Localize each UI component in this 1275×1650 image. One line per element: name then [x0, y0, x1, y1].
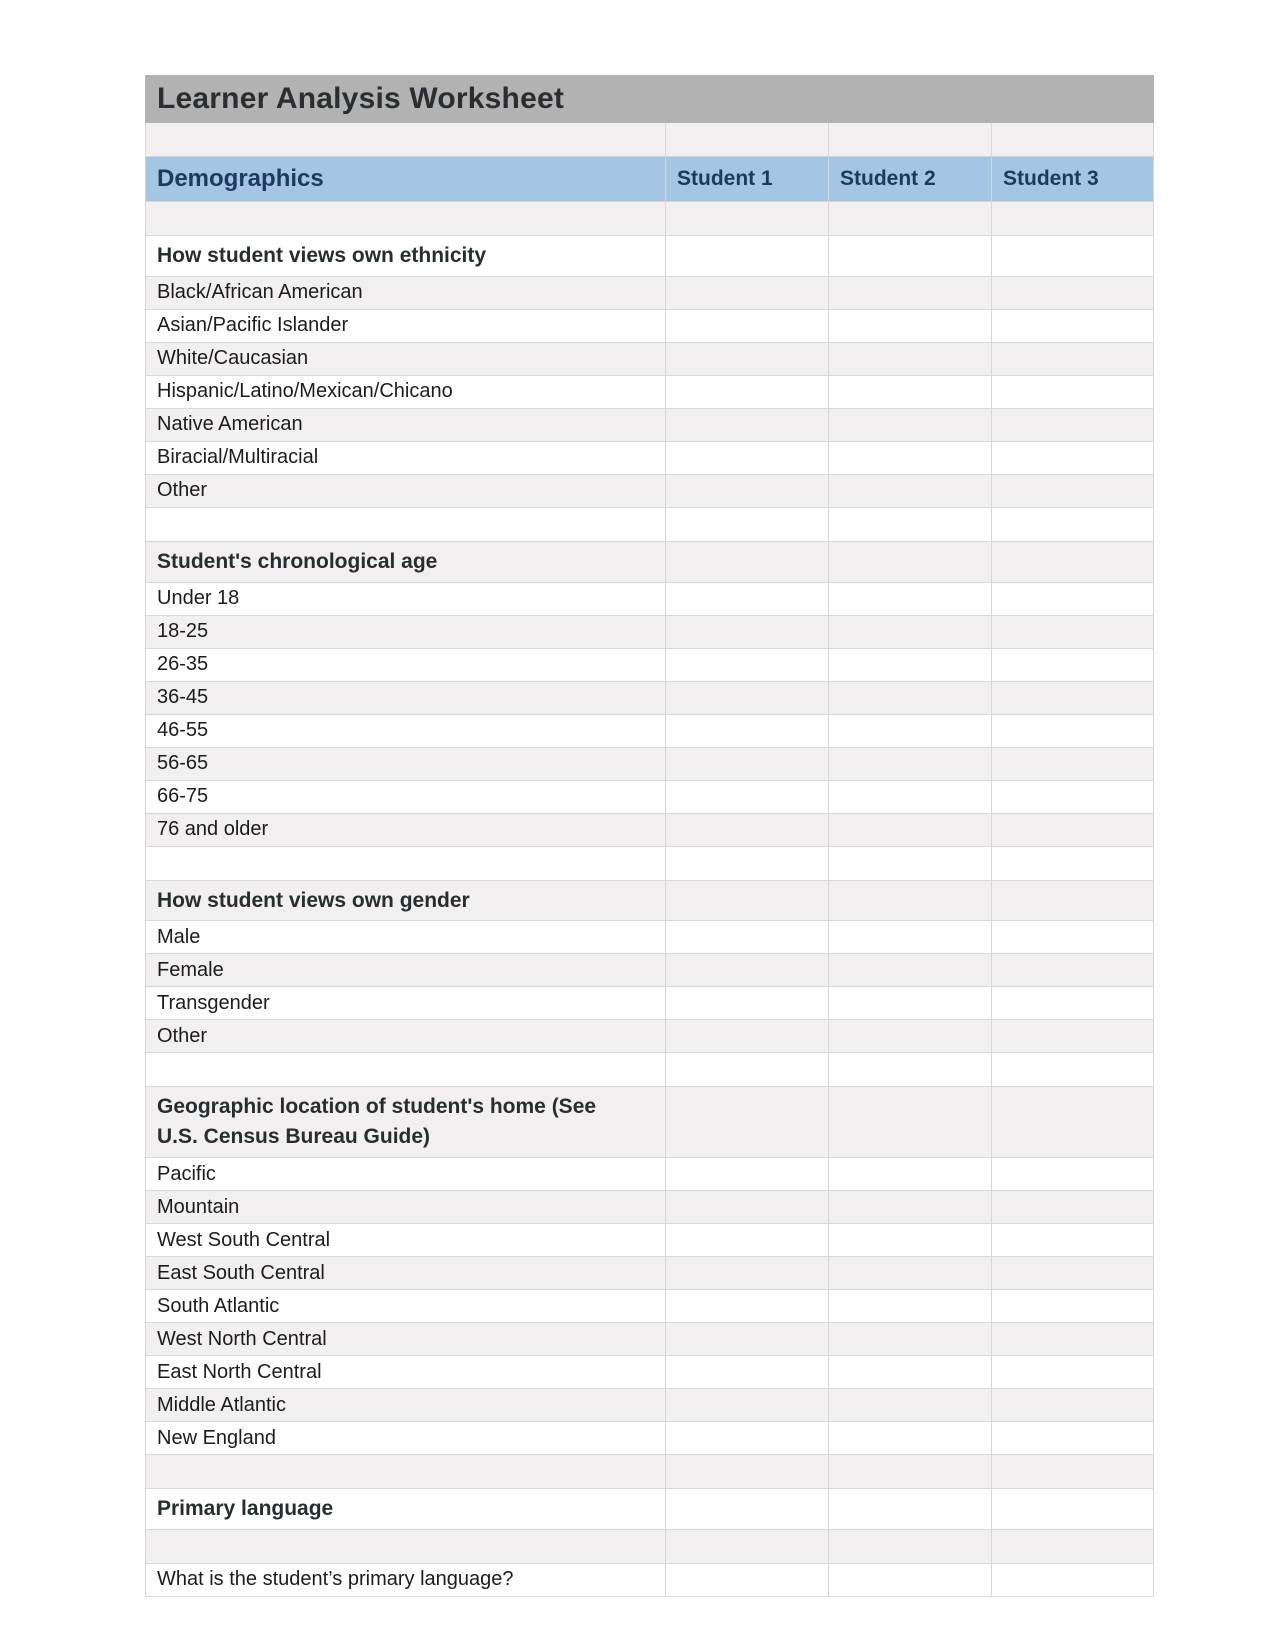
student-cell[interactable] [829, 880, 992, 921]
label-text: Under 18 [157, 587, 240, 610]
student-cell[interactable] [992, 474, 1154, 507]
item-label [146, 987, 666, 1020]
spacer-cell [146, 846, 666, 880]
student-cell[interactable] [829, 582, 992, 615]
student-cell[interactable] [829, 1191, 992, 1224]
worksheet-sheet [145, 75, 1154, 1597]
student-cell[interactable] [666, 1455, 829, 1489]
label-text: Other [157, 1024, 208, 1047]
student-column-header: Student 2 [829, 157, 992, 202]
student-cell[interactable] [666, 615, 829, 648]
title-row [146, 76, 1154, 123]
student-cell[interactable] [666, 507, 829, 541]
item-row [146, 747, 1154, 780]
student-cell[interactable] [992, 408, 1154, 441]
item-label [146, 441, 666, 474]
spacer-row [146, 202, 1154, 236]
student-cell[interactable] [992, 921, 1154, 954]
student-cell[interactable] [829, 1087, 992, 1158]
student-cell[interactable] [829, 1053, 992, 1087]
label-text: West South Central [157, 1228, 331, 1251]
section-header-row [146, 236, 1154, 277]
spacer-cell [146, 507, 666, 541]
student-cell[interactable] [829, 507, 992, 541]
student-cell[interactable] [992, 1224, 1154, 1257]
student-cell[interactable] [666, 582, 829, 615]
student-cell[interactable] [666, 375, 829, 408]
item-label [146, 1020, 666, 1053]
column-header-row [146, 157, 1154, 202]
item-label [146, 813, 666, 846]
student-cell[interactable] [666, 1224, 829, 1257]
student-cell[interactable] [992, 987, 1154, 1020]
spacer-cell [146, 202, 666, 236]
student-cell[interactable] [829, 954, 992, 987]
student-cell[interactable] [829, 342, 992, 375]
label-text: Biracial/Multiracial [157, 446, 319, 469]
student-cell[interactable] [992, 880, 1154, 921]
item-label [146, 1389, 666, 1422]
student-cell[interactable] [829, 1257, 992, 1290]
label-text: Black/African American [157, 281, 363, 304]
student-cell[interactable] [829, 1389, 992, 1422]
student-cell[interactable] [829, 813, 992, 846]
student-cell[interactable] [666, 342, 829, 375]
label-text: Middle Atlantic [157, 1393, 286, 1416]
item-label [146, 474, 666, 507]
student-column-header: Student 1 [666, 157, 829, 202]
label-text: Transgender [157, 991, 270, 1014]
label-text: Other [157, 479, 208, 502]
student-cell[interactable] [666, 276, 829, 309]
student-cell[interactable] [666, 747, 829, 780]
label-text: How student views own gender [157, 888, 470, 912]
student-cell[interactable] [666, 780, 829, 813]
label-text: Student's chronological age [157, 549, 438, 573]
item-label [146, 648, 666, 681]
student-cell[interactable] [666, 1053, 829, 1087]
student-cell[interactable] [666, 123, 829, 157]
student-cell[interactable] [829, 309, 992, 342]
student-cell[interactable] [829, 714, 992, 747]
student-cell[interactable] [992, 714, 1154, 747]
item-row [146, 1323, 1154, 1356]
item-label [146, 582, 666, 615]
item-label [146, 954, 666, 987]
item-row [146, 342, 1154, 375]
spacer-cell [146, 1455, 666, 1489]
item-row [146, 780, 1154, 813]
student-cell[interactable] [992, 1422, 1154, 1455]
student-cell[interactable] [992, 846, 1154, 880]
student-cell[interactable] [829, 202, 992, 236]
item-label [146, 276, 666, 309]
item-row [146, 714, 1154, 747]
item-row [146, 813, 1154, 846]
item-row [146, 921, 1154, 954]
item-label [146, 1356, 666, 1389]
item-row [146, 1563, 1154, 1596]
label-text: 56-65 [157, 752, 209, 775]
label-text: White/Caucasian [157, 347, 309, 370]
item-label [146, 342, 666, 375]
student-cell[interactable] [666, 1323, 829, 1356]
item-row [146, 1389, 1154, 1422]
item-label [146, 681, 666, 714]
worksheet-body [146, 76, 1154, 1597]
label-text: Female [157, 958, 224, 981]
item-label [146, 921, 666, 954]
spacer-row [146, 1053, 1154, 1087]
student-cell[interactable] [666, 846, 829, 880]
label-text: East South Central [157, 1261, 325, 1284]
student-cell[interactable] [666, 202, 829, 236]
label-text: Mountain [157, 1195, 240, 1218]
demographics-header: Demographics [146, 157, 666, 202]
spacer-row [146, 123, 1154, 157]
student-cell[interactable] [992, 747, 1154, 780]
item-row [146, 375, 1154, 408]
student-cell[interactable] [666, 1087, 829, 1158]
student-cell[interactable] [666, 441, 829, 474]
label-text: What is the student’s primary language? [157, 1568, 514, 1591]
label-text: Primary language [157, 1497, 334, 1521]
student-cell[interactable] [666, 474, 829, 507]
section-header-row [146, 541, 1154, 582]
student-cell[interactable] [666, 813, 829, 846]
student-cell[interactable] [829, 408, 992, 441]
item-row [146, 615, 1154, 648]
student-cell[interactable] [992, 1389, 1154, 1422]
label-text: 36-45 [157, 686, 209, 709]
item-row [146, 648, 1154, 681]
student-cell[interactable] [829, 236, 992, 277]
student-cell[interactable] [992, 681, 1154, 714]
item-label [146, 714, 666, 747]
student-cell[interactable] [829, 441, 992, 474]
student-cell[interactable] [829, 123, 992, 157]
student-cell[interactable] [829, 1529, 992, 1563]
student-cell[interactable] [992, 375, 1154, 408]
student-cell[interactable] [666, 954, 829, 987]
item-row [146, 1191, 1154, 1224]
label-text: 66-75 [157, 785, 209, 808]
student-cell[interactable] [829, 921, 992, 954]
student-cell[interactable] [666, 1529, 829, 1563]
label-text: Pacific [157, 1162, 216, 1185]
student-cell[interactable] [666, 987, 829, 1020]
section-label [146, 1489, 666, 1530]
student-cell[interactable] [992, 615, 1154, 648]
student-cell[interactable] [992, 1257, 1154, 1290]
item-label [146, 780, 666, 813]
student-cell[interactable] [666, 1356, 829, 1389]
label-text: Native American [157, 413, 303, 436]
student-cell[interactable] [666, 648, 829, 681]
student-cell[interactable] [829, 276, 992, 309]
item-row [146, 582, 1154, 615]
student-cell[interactable] [666, 1389, 829, 1422]
student-cell[interactable] [992, 1158, 1154, 1191]
item-label [146, 747, 666, 780]
student-cell[interactable] [666, 309, 829, 342]
label-text: 46-55 [157, 719, 209, 742]
student-cell[interactable] [666, 681, 829, 714]
student-cell[interactable] [666, 1158, 829, 1191]
item-label [146, 1158, 666, 1191]
item-row [146, 1224, 1154, 1257]
item-row [146, 441, 1154, 474]
student-cell[interactable] [829, 1020, 992, 1053]
item-label [146, 309, 666, 342]
spacer-cell [146, 1053, 666, 1087]
item-row [146, 1158, 1154, 1191]
item-row [146, 681, 1154, 714]
spacer-row [146, 1529, 1154, 1563]
item-label [146, 1422, 666, 1455]
student-cell[interactable] [829, 747, 992, 780]
student-cell[interactable] [829, 1422, 992, 1455]
student-cell[interactable] [666, 1290, 829, 1323]
student-cell[interactable] [666, 921, 829, 954]
label-text: Male [157, 925, 201, 948]
label-text: Hispanic/Latino/Mexican/Chicano [157, 380, 453, 403]
item-row [146, 1257, 1154, 1290]
item-label [146, 1290, 666, 1323]
student-cell[interactable] [992, 1489, 1154, 1530]
label-text: 76 and older [157, 818, 269, 841]
student-cell[interactable] [829, 375, 992, 408]
label-text: West North Central [157, 1327, 327, 1350]
student-cell[interactable] [992, 309, 1154, 342]
section-header-row [146, 880, 1154, 921]
item-label [146, 1191, 666, 1224]
student-cell[interactable] [992, 1053, 1154, 1087]
student-cell[interactable] [829, 474, 992, 507]
student-cell[interactable] [992, 441, 1154, 474]
student-cell[interactable] [829, 1455, 992, 1489]
section-label [146, 236, 666, 277]
student-cell[interactable] [829, 1323, 992, 1356]
item-row [146, 474, 1154, 507]
spacer-cell [146, 1529, 666, 1563]
student-cell[interactable] [992, 648, 1154, 681]
spacer-row [146, 846, 1154, 880]
item-label [146, 1323, 666, 1356]
student-cell[interactable] [666, 236, 829, 277]
student-cell[interactable] [992, 582, 1154, 615]
student-cell[interactable] [992, 954, 1154, 987]
student-cell[interactable] [666, 714, 829, 747]
item-row [146, 1356, 1154, 1389]
student-cell[interactable] [829, 987, 992, 1020]
student-cell[interactable] [666, 1563, 829, 1596]
label-text: South Atlantic [157, 1294, 280, 1317]
item-label [146, 408, 666, 441]
item-row [146, 954, 1154, 987]
student-cell[interactable] [666, 1422, 829, 1455]
item-row [146, 309, 1154, 342]
spacer-row [146, 1455, 1154, 1489]
student-cell[interactable] [992, 276, 1154, 309]
label-text: 18-25 [157, 620, 209, 643]
item-row [146, 1290, 1154, 1323]
student-cell[interactable] [992, 813, 1154, 846]
student-cell[interactable] [992, 1529, 1154, 1563]
item-label [146, 1563, 666, 1596]
section-label [146, 880, 666, 921]
student-cell[interactable] [666, 541, 829, 582]
section-label [146, 1087, 666, 1158]
student-cell[interactable] [829, 648, 992, 681]
student-cell[interactable] [666, 408, 829, 441]
label-text: East North Central [157, 1360, 322, 1383]
student-cell[interactable] [992, 1563, 1154, 1596]
student-cell[interactable] [666, 1020, 829, 1053]
student-cell[interactable] [992, 541, 1154, 582]
label-text: How student views own ethnicity [157, 244, 487, 267]
label-text: Geographic location of student's home (See U.S. Census Bureau Guide) [157, 1095, 597, 1149]
item-label [146, 1257, 666, 1290]
student-cell[interactable] [992, 507, 1154, 541]
student-cell[interactable] [992, 1191, 1154, 1224]
item-row [146, 408, 1154, 441]
label-text: 26-35 [157, 653, 209, 676]
item-row [146, 276, 1154, 309]
student-cell[interactable] [992, 1323, 1154, 1356]
student-cell[interactable] [992, 123, 1154, 157]
student-cell[interactable] [992, 202, 1154, 236]
spacer-row [146, 507, 1154, 541]
item-label [146, 615, 666, 648]
item-row [146, 987, 1154, 1020]
item-row [146, 1422, 1154, 1455]
student-cell[interactable] [666, 1191, 829, 1224]
student-cell[interactable] [829, 541, 992, 582]
student-cell[interactable] [992, 1087, 1154, 1158]
student-cell[interactable] [829, 1290, 992, 1323]
label-text: New England [157, 1426, 276, 1449]
student-cell[interactable] [829, 615, 992, 648]
label-text: Asian/Pacific Islander [157, 314, 349, 337]
section-header-row [146, 1087, 1154, 1158]
student-cell[interactable] [992, 780, 1154, 813]
student-cell[interactable] [992, 236, 1154, 277]
student-cell[interactable] [992, 1356, 1154, 1389]
item-row [146, 1020, 1154, 1053]
student-cell[interactable] [992, 1020, 1154, 1053]
item-label [146, 1224, 666, 1257]
student-cell[interactable] [829, 1356, 992, 1389]
student-cell[interactable] [829, 846, 992, 880]
section-header-row [146, 1489, 1154, 1530]
page-title: Learner Analysis Worksheet [146, 76, 1154, 123]
student-cell[interactable] [829, 681, 992, 714]
student-cell[interactable] [829, 1489, 992, 1530]
worksheet-table [145, 75, 1154, 1597]
item-label [146, 375, 666, 408]
student-cell[interactable] [829, 1563, 992, 1596]
student-cell[interactable] [666, 880, 829, 921]
student-cell[interactable] [992, 1290, 1154, 1323]
spacer-cell [146, 123, 666, 157]
student-cell[interactable] [829, 780, 992, 813]
student-cell[interactable] [829, 1224, 992, 1257]
student-column-header: Student 3 [992, 157, 1154, 202]
student-cell[interactable] [992, 342, 1154, 375]
student-cell[interactable] [829, 1158, 992, 1191]
student-cell[interactable] [666, 1257, 829, 1290]
section-label [146, 541, 666, 582]
student-cell[interactable] [992, 1455, 1154, 1489]
student-cell[interactable] [666, 1489, 829, 1530]
